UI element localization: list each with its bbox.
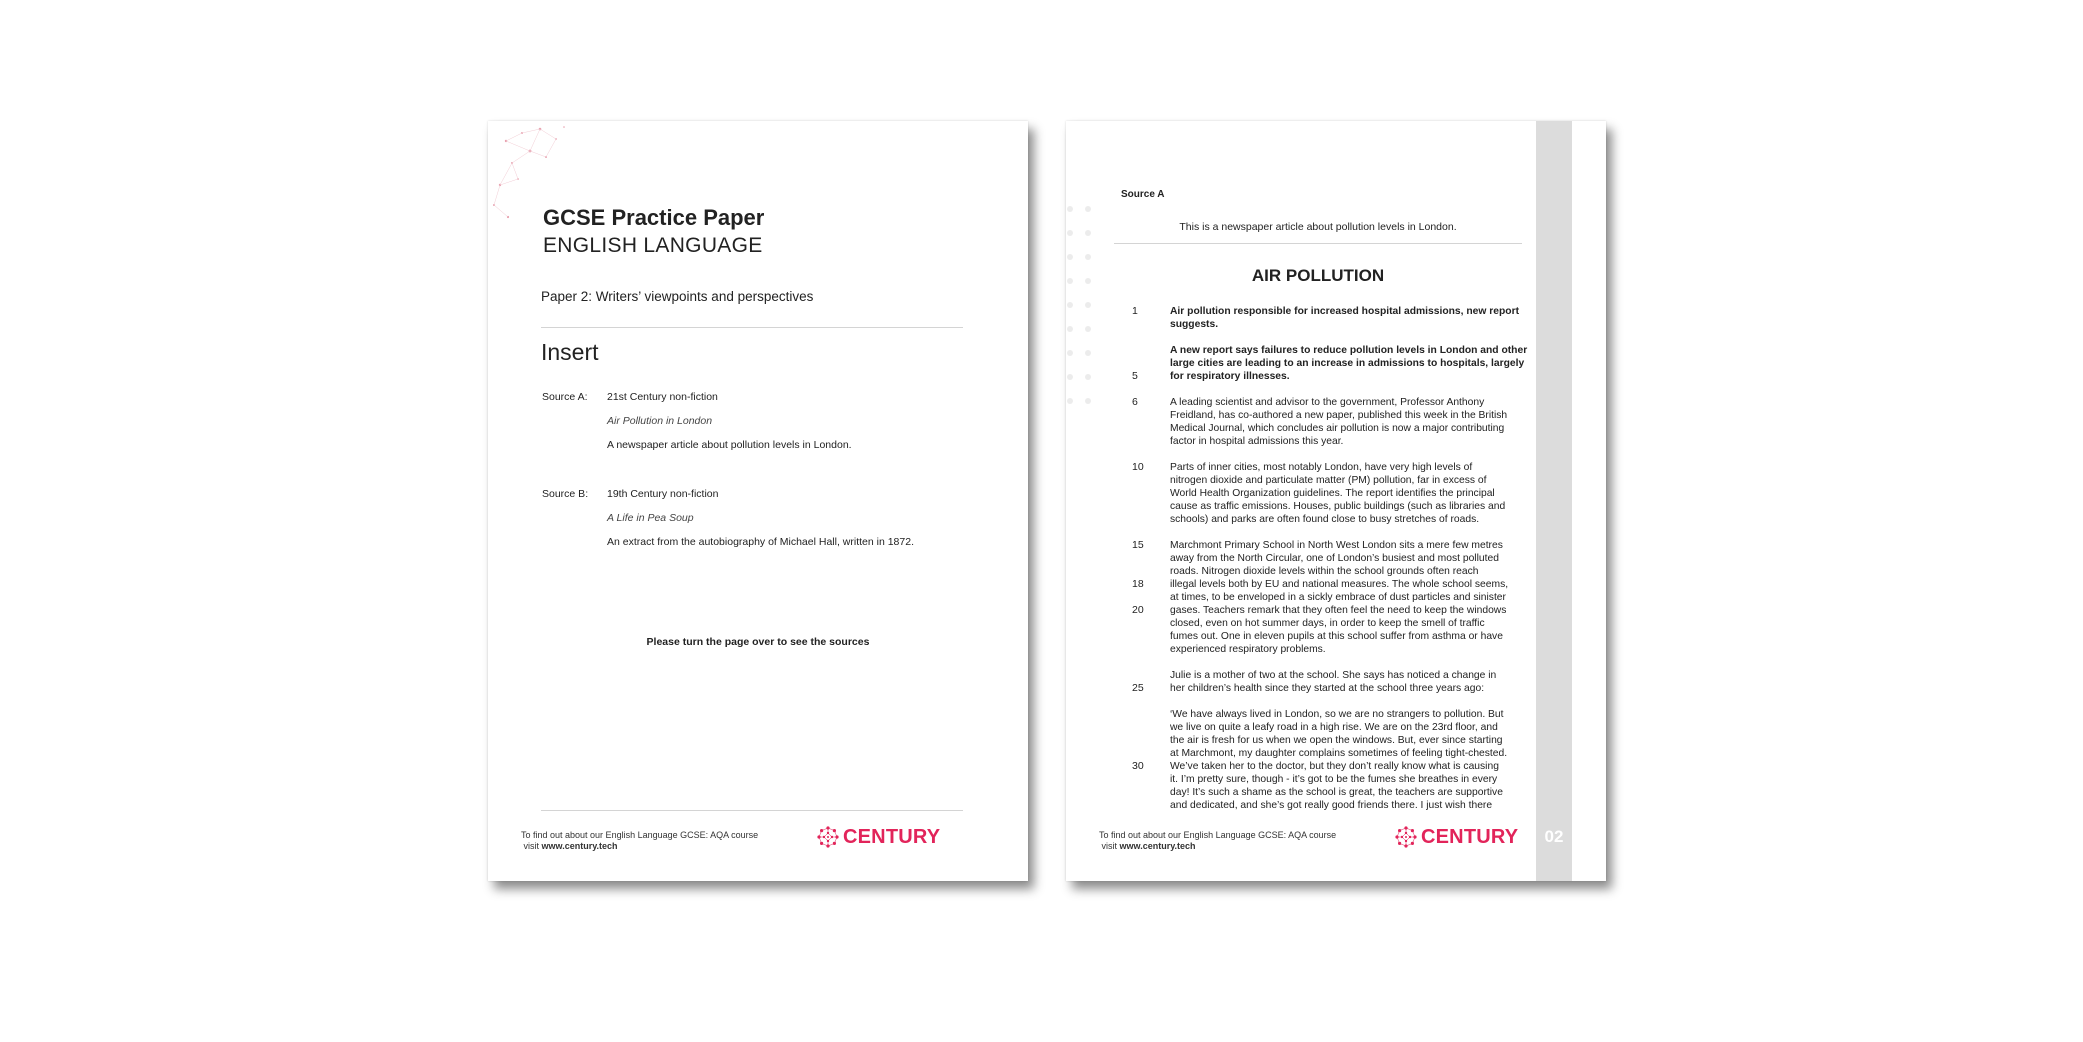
- article-paragraph: [1170, 669, 1532, 695]
- insert-heading: Insert: [541, 339, 599, 365]
- article-paragraph: [1170, 539, 1532, 656]
- text-line: Marchmont Primary School in North West London sits a mere few metres: [1170, 540, 1503, 551]
- text-line: day! It’s such a shame as the school is great, the teachers are supportive: [1170, 787, 1503, 798]
- line-number: 30: [1132, 760, 1144, 772]
- text-line: at times, to be enveloped in a sickly embrace of dust particles and sinister: [1170, 592, 1506, 603]
- text-line: the air is fresh for us when we open the windows. But, ever since starting: [1170, 735, 1503, 746]
- text-line: away from the North Circular, one of London’s busiest and most polluted: [1170, 553, 1499, 564]
- footer-line: To find out about our English Language GCSE: AQA course: [521, 830, 759, 840]
- text-line: factor in hospital admissions this year.: [1170, 436, 1344, 447]
- source-intro: This is a newspaper article about pollution levels in London.: [1179, 221, 1457, 233]
- line-number: 5: [1132, 370, 1138, 382]
- source-label: Source B:: [542, 488, 589, 500]
- century-logo-icon: [1394, 825, 1418, 849]
- line-number: 20: [1132, 604, 1144, 616]
- article-paragraph: [1170, 305, 1532, 331]
- source-title: A Life in Pea Soup: [607, 512, 694, 524]
- text-line: roads. Nitrogen dioxide levels within the school grounds often reach: [1170, 566, 1479, 577]
- text-line: Air pollution responsible for increased hospital admissions, new report: [1170, 306, 1520, 317]
- source-description: A newspaper article about pollution levels in London.: [607, 439, 852, 451]
- text-line: for respiratory illnesses.: [1170, 371, 1290, 382]
- source-type: 21st Century non-fiction: [607, 391, 718, 403]
- text-line: we live on quite a leafy road in a high rise. We are on the 23rd floor, and: [1170, 722, 1498, 733]
- text-line: A leading scientist and advisor to the government, Professor Anthony: [1170, 397, 1485, 408]
- century-logo: [1394, 825, 1518, 849]
- line-number: 15: [1132, 539, 1144, 551]
- article-paragraph: [1170, 344, 1532, 383]
- source-label: Source A:: [542, 391, 588, 403]
- paper-title: GCSE Practice Paper: [543, 205, 765, 230]
- footer-url[interactable]: www.century.tech: [1119, 841, 1196, 851]
- text-line: nitrogen dioxide and particulate matter (PM) pollution, far in excess of: [1170, 475, 1487, 486]
- insert-cover-page: [488, 121, 1028, 881]
- line-number: 6: [1132, 396, 1138, 408]
- footer-url[interactable]: www.century.tech: [541, 841, 618, 851]
- text-line: Medical Journal, which concludes air pollution is now a major contributing: [1170, 423, 1505, 434]
- decorative-dot-grid: [1066, 201, 1096, 421]
- text-line: Freidland, has co-authored a new paper, published this week in the British: [1170, 410, 1508, 421]
- line-number: 10: [1132, 461, 1144, 473]
- page-number: 02: [1536, 819, 1572, 855]
- line-number: 18: [1132, 578, 1144, 590]
- turn-over-note: Please turn the page over to see the sources: [646, 636, 870, 648]
- footer-text: [521, 830, 758, 852]
- text-line: Parts of inner cities, most notably London, have very high levels of: [1170, 462, 1473, 473]
- text-line: at Marchmont, my daughter complains sometimes of feeling tight-chested.: [1170, 748, 1508, 759]
- century-logo-text: CENTURY: [843, 825, 941, 848]
- source-type: 19th Century non-fiction: [607, 488, 719, 500]
- footer-visit: visit: [1101, 841, 1118, 851]
- century-logo: [816, 825, 940, 849]
- text-line: experienced respiratory problems.: [1170, 644, 1326, 655]
- text-line: World Health Organization guidelines. The report identifies the principal: [1170, 488, 1495, 499]
- article-paragraph: [1170, 461, 1532, 526]
- text-line: it. I’m pretty sure, though - it’s got to be the fumes she breathes in every: [1170, 774, 1498, 785]
- footer-divider: [541, 810, 963, 811]
- text-line: fumes out. One in eleven pupils at this school suffer from asthma or have: [1170, 631, 1503, 642]
- paper-subject: ENGLISH LANGUAGE: [543, 234, 763, 257]
- divider: [1114, 243, 1522, 244]
- text-line: suggests.: [1170, 319, 1219, 330]
- text-line: closed, even on hot summer days, in order to keep the smell of traffic: [1170, 618, 1485, 629]
- footer-text: [1099, 830, 1336, 852]
- text-line: schools) and parks are often found close to busy stretches of roads.: [1170, 514, 1480, 525]
- text-line: her children’s health since they started at the school three years ago:: [1170, 683, 1485, 694]
- text-line: Julie is a mother of two at the school. She says has noticed a change in: [1170, 670, 1497, 681]
- text-line: gases. Teachers remark that they often feel the need to keep the windows: [1170, 605, 1507, 616]
- line-number: 25: [1132, 682, 1144, 694]
- text-line: large cities are leading to an increase in admissions to hospitals, largely: [1170, 358, 1525, 369]
- text-line: illegal levels both by EU and national measures. The whole school seems,: [1170, 579, 1509, 590]
- article-paragraph: [1170, 396, 1532, 448]
- century-logo-text: CENTURY: [1421, 825, 1519, 848]
- text-line: A new report says failures to reduce pollution levels in London and other: [1170, 345, 1528, 356]
- article-heading: AIR POLLUTION: [1251, 266, 1385, 285]
- text-line: We’ve taken her to the doctor, but they don’t really know what is causing: [1170, 761, 1499, 772]
- source-a-page: [1066, 121, 1606, 881]
- page-sidebar: [1536, 121, 1572, 881]
- footer-visit: visit: [523, 841, 540, 851]
- source-description: An extract from the autobiography of Michael Hall, written in 1872.: [607, 536, 914, 548]
- footer-line: To find out about our English Language GCSE: AQA course: [1099, 830, 1337, 840]
- paper-subtitle: Paper 2: Writers’ viewpoints and perspectives: [541, 289, 814, 304]
- article-paragraph: [1170, 708, 1532, 812]
- century-logo-icon: [816, 825, 840, 849]
- divider: [541, 327, 963, 328]
- text-line: cause as traffic emissions. Houses, public buildings (such as libraries and: [1170, 501, 1506, 512]
- source-title: Air Pollution in London: [607, 415, 713, 427]
- line-number: 1: [1132, 305, 1138, 317]
- source-label: Source A: [1121, 189, 1165, 200]
- text-line: ‘We have always lived in London, so we are no strangers to pollution. But: [1170, 709, 1504, 720]
- text-line: and dedicated, and she’s got really good friends there. I just wish there: [1170, 800, 1493, 811]
